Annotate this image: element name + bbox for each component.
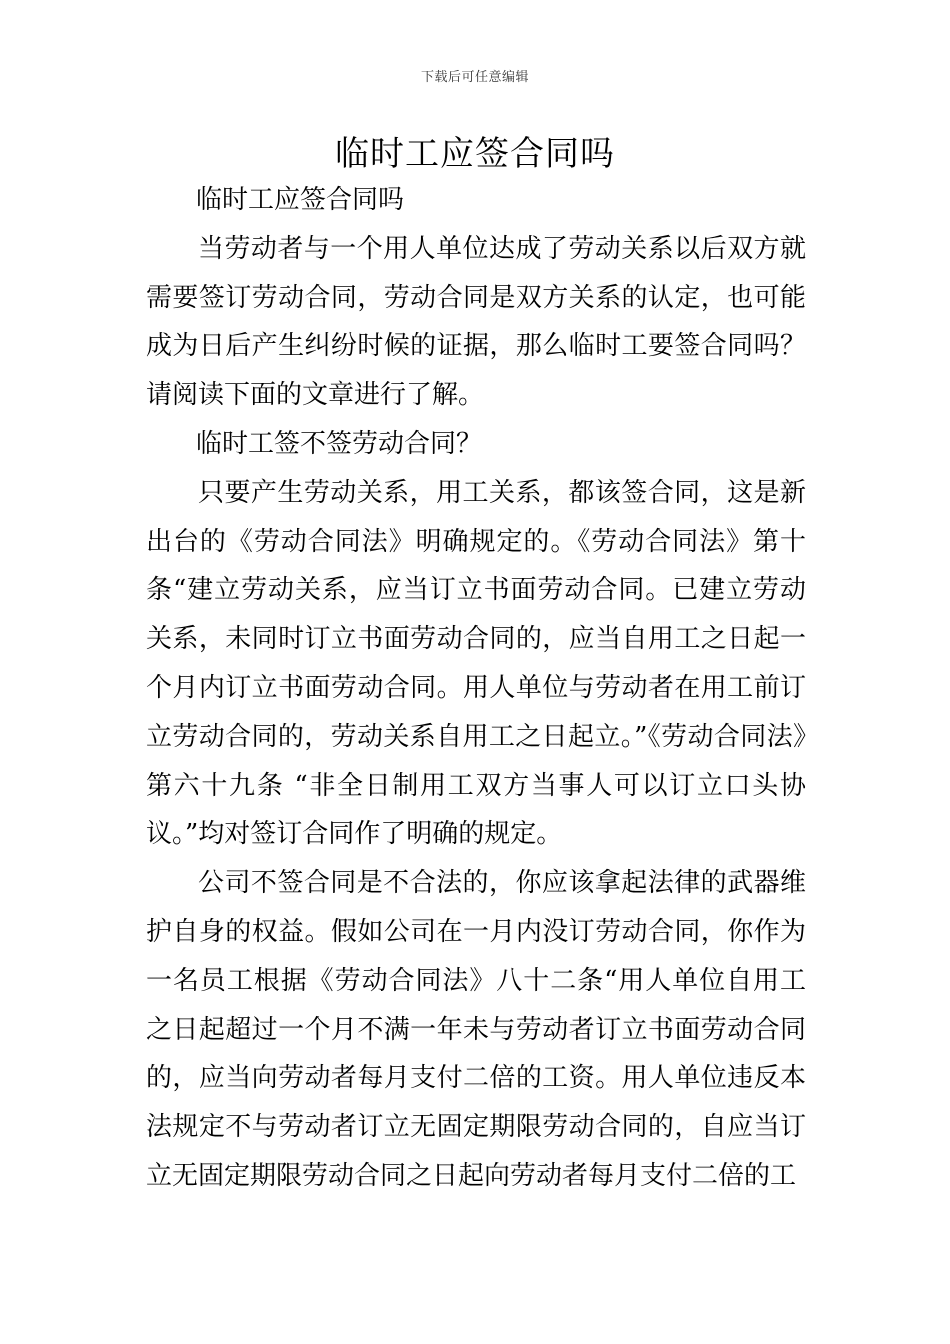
document-body	[146, 176, 806, 1201]
body-paragraph: 当劳动者与一个用人单位达成了劳动关系以后双方就需要签订劳动合同，劳动合同是双方关系的认定，也可能成为日后产生纠纷时候的证据，那么临时工要签合同吗？请阅读下面的文章进行了解。	[146, 233, 806, 411]
body-paragraph: 公司不签合同是不合法的，你应该拿起法律的武器维护自身的权益。假如公司在一月内没订劳动合同，你作为一名员工根据《劳动合同法》八十二条“用人单位自用工之日起超过一个月不满一年未与劳动者订立书面劳动合同的，应当向劳动者每月支付二倍的工资。用人单位违反本法规定不与劳动者订立无固定期限劳动合同的，自应当订立无固定期限劳动合同之日起向劳动者每月支付二倍的工	[146, 868, 806, 1191]
document-title: 临时工应签合同吗	[335, 134, 615, 174]
header-note: 下载后可任意编辑	[420, 70, 529, 85]
section-heading: 临时工应签合同吗	[196, 185, 405, 215]
body-paragraph: 只要产生劳动关系，用工关系，都该签合同，这是新出台的《劳动合同法》明确规定的。《劳动合同法》第十条“建立劳动关系，应当订立书面劳动合同。已建立劳动关系，未同时订立书面劳动合同的，应当自用工之日起一个月内订立书面劳动合同。用人单位与劳动者在用工前订立劳动合同的，劳动关系自用工之日起立。”《劳动合同法》第六十九条 “非全日制用工双方当事人可以订立口头协议。”均对签订合同作了明确的规定。	[146, 477, 806, 850]
section-heading: 临时工签不签劳动合同？	[196, 428, 483, 459]
